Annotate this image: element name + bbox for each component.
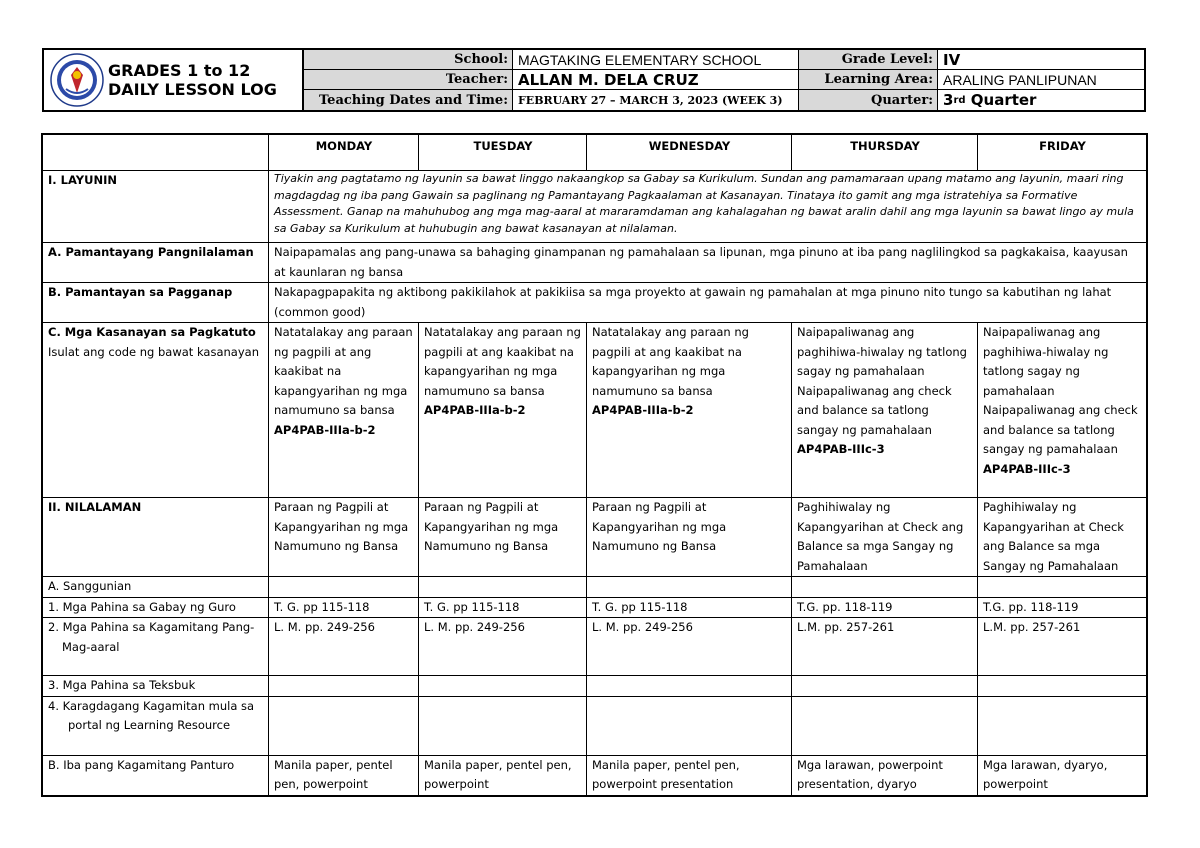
header-title-block: [44, 50, 304, 110]
row-label: 3. Mga Pahina sa Teksbuk: [43, 676, 269, 697]
competency-text: Natatalakay ang paraan ng pagpili at ang kaakibat na kapangyarihan ng mga namumuno sa bansa: [424, 325, 581, 398]
dates-label: Teaching Dates and Time:: [304, 90, 513, 110]
iba-pang-row: [43, 755, 1147, 795]
school-value: MAGTAKING ELEMENTARY SCHOOL: [513, 50, 799, 70]
iba-pang-tuesday: Manila paper, pentel pen, powerpoint: [419, 755, 587, 795]
row-sublabel: Isulat ang code ng bawat kasanayan: [48, 344, 259, 359]
kagamitan-tuesday: L. M. pp. 249-256: [419, 618, 587, 676]
kasanayan-row: [43, 323, 1147, 498]
school-label: School:: [304, 50, 513, 70]
empty-cell: [419, 577, 587, 598]
competency-code: AP4PAB-IIIa-b-2: [424, 403, 526, 417]
empty-cell: [269, 696, 419, 755]
row-label-cont: portal ng Learning Resource: [68, 718, 231, 732]
day-header-tuesday: TUESDAY: [419, 135, 587, 171]
iba-pang-friday: Mga larawan, dyaryo, powerpoint: [978, 755, 1147, 795]
empty-cell: [269, 577, 419, 598]
empty-cell: [269, 676, 419, 697]
nilalaman-wednesday: Paraan ng Pagpili at Kapangyarihan ng mga Namumuno ng Bansa: [587, 498, 792, 577]
day-header-monday: MONDAY: [269, 135, 419, 171]
row-label: B. Iba pang Kagamitang Panturo: [43, 755, 269, 795]
row-label: A. Pamantayang Pangnilalaman: [43, 243, 269, 283]
kasanayan-tuesday: [419, 323, 587, 498]
nilalaman-thursday: Paghihiwalay ng Kapangyarihan at Check ang Balance sa mga Sangay ng Pamahalaan: [792, 498, 978, 577]
empty-cell: [978, 577, 1147, 598]
empty-cell: [792, 577, 978, 598]
empty-cell: [587, 577, 792, 598]
quarter-label: Quarter:: [799, 90, 938, 110]
competency-code: AP4PAB-IIIa-b-2: [592, 403, 694, 417]
teksbuk-row: [43, 676, 1147, 697]
empty-cell: [587, 676, 792, 697]
row-label: I. LAYUNIN: [43, 171, 269, 243]
kagamitan-friday: L.M. pp. 257-261: [978, 618, 1147, 676]
iba-pang-thursday: Mga larawan, powerpoint presentation, dyaryo: [792, 755, 978, 795]
title-line-1: GRADES 1 to 12: [108, 61, 251, 80]
empty-cell: [587, 696, 792, 755]
kagamitan-monday: L. M. pp. 249-256: [269, 618, 419, 676]
row-label-cont: Mag-aaral: [62, 639, 120, 654]
kasanayan-monday: [269, 323, 419, 498]
kasanayan-wednesday: [587, 323, 792, 498]
kasanayan-friday: [978, 323, 1147, 498]
teacher-value: ALLAN M. DELA CRUZ: [513, 70, 799, 90]
karagdagang-label-cell: [43, 696, 269, 755]
gabay-thursday: T.G. pp. 118-119: [792, 597, 978, 618]
empty-cell: [419, 696, 587, 755]
day-header-row: [43, 135, 1147, 171]
kagamitan-thursday: L.M. pp. 257-261: [792, 618, 978, 676]
row-label: 2. Mga Pahina sa Kagamitang Pang-: [48, 620, 255, 634]
iba-pang-monday: Manila paper, pentel pen, powerpoint: [269, 755, 419, 795]
deped-seal-icon: [50, 53, 104, 107]
grade-value: IV: [938, 50, 1144, 70]
row-label: C. Mga Kasanayan sa Pagkatuto: [48, 325, 256, 339]
dates-value: FEBRUARY 27 – MARCH 3, 2023 (WEEK 3): [513, 90, 799, 110]
kagamitan-label-cell: [43, 618, 269, 676]
row-label: B. Pamantayan sa Pagganap: [43, 283, 269, 323]
competency-text: Naipapaliwanag ang paghihiwa-hiwalay ng tatlong sagay ng pamahalaan Naipapaliwanag ang check and balance sa tatlong sangay ng pamahalaan: [797, 325, 967, 437]
nilalaman-monday: Paraan ng Pagpili at Kapangyarihan ng mga Namumuno ng Bansa: [269, 498, 419, 577]
learning-area-value: ARALING PANLIPUNAN: [938, 70, 1144, 90]
nilalaman-row: [43, 498, 1147, 577]
quarter-number: 3: [943, 91, 954, 109]
grade-label: Grade Level:: [799, 50, 938, 70]
nilalaman-tuesday: Paraan ng Pagpili at Kapangyarihan ng mga Namumuno ng Bansa: [419, 498, 587, 577]
competency-code: AP4PAB-IIIc-3: [983, 461, 1071, 476]
pangnilalaman-row: [43, 243, 1147, 283]
teacher-label: Teacher:: [304, 70, 513, 90]
quarter-suffix: rd: [953, 94, 966, 106]
empty-cell: [419, 676, 587, 697]
row-label: A. Sanggunian: [43, 577, 269, 598]
sanggunian-row: [43, 577, 1147, 598]
kagamitan-wednesday: L. M. pp. 249-256: [587, 618, 792, 676]
empty-cell: [978, 676, 1147, 697]
header-info-grid: [304, 50, 1144, 110]
competency-code: AP4PAB-IIIc-3: [797, 442, 885, 456]
row-label: 1. Mga Pahina sa Gabay ng Guro: [43, 597, 269, 618]
learning-area-label: Learning Area:: [799, 70, 938, 90]
day-header-friday: FRIDAY: [978, 135, 1147, 171]
competency-text: Natatalakay ang paraan ng pagpili at ang kaakibat na kapangyarihan ng mga namumuno sa bansa: [592, 325, 749, 398]
gabay-monday: T. G. pp 115-118: [269, 597, 419, 618]
iba-pang-wednesday: Manila paper, pentel pen, powerpoint presentation: [587, 755, 792, 795]
competency-text: Natatalakay ang paraan ng pagpili at ang kaakibat na kapangyarihan ng mga namumuno sa bansa: [274, 325, 413, 417]
page-title: [108, 61, 277, 99]
corner-cell: [43, 135, 269, 171]
gabay-tuesday: T. G. pp 115-118: [419, 597, 587, 618]
day-header-wednesday: WEDNESDAY: [587, 135, 792, 171]
empty-cell: [792, 696, 978, 755]
gabay-friday: T.G. pp. 118-119: [978, 597, 1147, 618]
pagganap-row: [43, 283, 1147, 323]
layunin-text: Tiyakin ang pagtatamo ng layunin sa bawat linggo nakaangkop sa Gabay sa Kurikulum. Sundan ang pamamaraan upang matamo ang layunin, maari ring magdagdag ng iba pang Gawain sa paglinang ng Pamantayang Pagkaalaman at Kasanayan. Tinataya ito gamit ang mga istratehiya sa Formative Assessment. Ganap na mahuhubog ang mga mag-aaral at mararamdaman ang kahalagahan ng bawat aralin dahil ang mga layunin sa bawat lingo ay mula sa Gabay sa Kurikulum at huhubugin ang bawat kasanayan at nilalaman.: [269, 171, 1147, 243]
kagamitan-row: [43, 618, 1147, 676]
gabay-row: [43, 597, 1147, 618]
kasanayan-thursday: [792, 323, 978, 498]
pagganap-text: Nakapagpapakita ng aktibong pakikilahok at pakikiisa sa mga proyekto at gawain ng pamahalan at mga pinuno nito tungo sa kabutihan ng lahat (common good): [269, 283, 1147, 323]
row-label: 4. Karagdagang Kagamitan mula sa: [48, 698, 255, 713]
gabay-wednesday: T. G. pp 115-118: [587, 597, 792, 618]
day-header-thursday: THURSDAY: [792, 135, 978, 171]
lesson-log-table: [42, 134, 1147, 796]
karagdagang-row: [43, 696, 1147, 755]
quarter-word: Quarter: [970, 91, 1037, 109]
dll-header: [42, 48, 1146, 112]
empty-cell: [792, 676, 978, 697]
competency-code: AP4PAB-IIIa-b-2: [274, 422, 376, 437]
layunin-row: [43, 171, 1147, 243]
quarter-value: [938, 90, 1144, 110]
row-label: II. NILALAMAN: [43, 498, 269, 577]
pangnilalaman-text: Naipapamalas ang pang-unawa sa bahaging ginampanan ng pamahalaan sa lipunan, mga pinuno at iba pang naglilingkod sa pagkakaisa, kaayusan at kaunlaran ng bansa: [269, 243, 1147, 283]
competency-text: Naipapaliwanag ang paghihiwa-hiwalay ng tatlong sagay ng pamahalaan Naipapaliwanag ang check and balance sa tatlong sangay ng pamahalaan: [983, 325, 1138, 456]
empty-cell: [978, 696, 1147, 755]
nilalaman-friday: Paghihiwalay ng Kapangyarihan at Check ang Balance sa mga Sangay ng Pamahalaan: [978, 498, 1147, 577]
kasanayan-label-cell: [43, 323, 269, 498]
title-line-2: DAILY LESSON LOG: [108, 80, 277, 99]
